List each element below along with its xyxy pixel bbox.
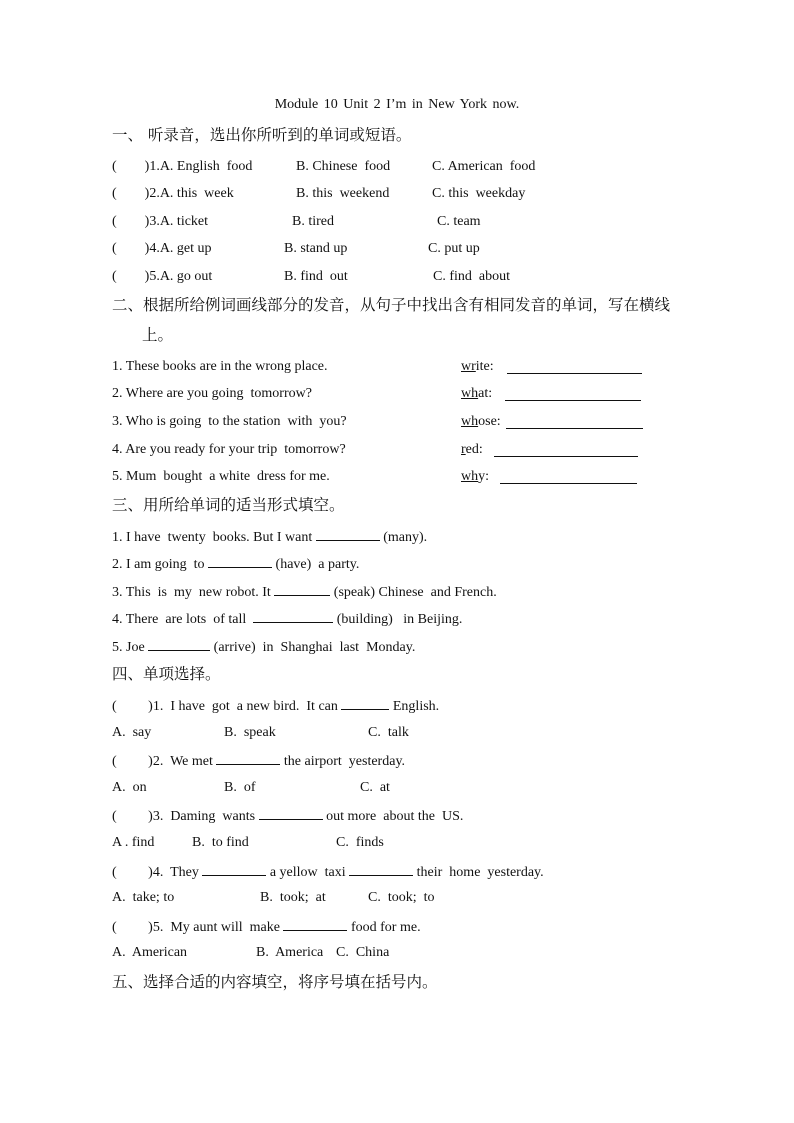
s2-example-1 [461, 357, 494, 377]
s4-q3-text-b: out more about the US. [322, 809, 464, 824]
s2-sentence-1: 1. These books are in the wrong place. [112, 359, 328, 374]
s2-example-3-rest: ose: [478, 414, 501, 429]
s2-answer-line-1[interactable] [507, 359, 642, 374]
s3-q3 [112, 581, 497, 603]
s2-sentence-3: 3. Who is going to the station with you? [112, 414, 347, 429]
s2-example-5 [461, 467, 489, 487]
s1-q4-c: C. put up [428, 241, 480, 256]
s2-answer-line-3[interactable] [506, 414, 643, 429]
s1-q4-a: ( )4.A. get up [112, 241, 212, 256]
s4-q2-option-c: C. at [360, 780, 390, 795]
s4-q5 [112, 916, 421, 938]
s4-q5-option-a: A. American [112, 945, 188, 960]
s1-q1-c: C. American food [432, 159, 536, 174]
section-4-heading: 四、单项选择。 [112, 665, 221, 683]
s4-q1-text-b: English. [389, 699, 440, 714]
s3-q2-blank[interactable] [208, 553, 272, 568]
s4-q1-text-a: ( )1. I have got a new bird. It can [112, 699, 342, 714]
s3-q1-text-a: 1. I have twenty books. But I want [112, 530, 316, 545]
s4-q3-option-a: A . find [112, 835, 155, 850]
s3-q1-blank[interactable] [316, 526, 380, 541]
s1-q5-a: ( )5.A. go out [112, 269, 213, 284]
s4-q4-blank-1[interactable] [202, 861, 266, 876]
s3-q3-text-b: (speak) Chinese and French. [330, 585, 497, 600]
s4-q2-blank[interactable] [216, 750, 280, 765]
s2-example-4-underlined: r [461, 442, 466, 457]
s4-q3-option-c: C. finds [336, 835, 384, 850]
s3-q4-text-b: (building) in Beijing. [333, 612, 463, 627]
s4-q3-option-b: B. to find [192, 835, 249, 850]
s2-example-2-underlined: wh [461, 386, 479, 401]
s3-q4-text-a: 4. There are lots of tall [112, 612, 254, 627]
s2-sentence-2: 2. Where are you going tomorrow? [112, 386, 312, 401]
s2-answer-line-4[interactable] [494, 442, 638, 457]
s1-q4-b: B. stand up [284, 241, 348, 256]
s3-q5-text-b: (arrive) in Shanghai last Monday. [210, 640, 416, 655]
s2-example-5-rest: y: [478, 469, 490, 484]
s2-example-3 [461, 412, 501, 432]
s3-q1 [112, 526, 427, 548]
section-2-heading-cont: 上。 [142, 326, 174, 344]
s1-q2-a: ( )2.A. this week [112, 186, 234, 201]
s4-q5-text-b: food for me. [347, 920, 421, 935]
s3-q3-blank[interactable] [274, 581, 330, 596]
section-5-heading: 五、选择合适的内容填空，将序号填在括号内。 [112, 973, 438, 991]
s2-example-2 [461, 384, 492, 404]
s1-q2-c: C. this weekday [432, 186, 526, 201]
s4-q1-option-c: C. talk [368, 725, 409, 740]
s1-q2-b: B. this weekend [296, 186, 390, 201]
s4-q1-blank[interactable] [341, 695, 389, 710]
s1-q3-c: C. team [437, 214, 481, 229]
s1-q1-a: ( )1.A. English food [112, 159, 253, 174]
s4-q2-option-b: B. of [224, 780, 256, 795]
s4-q4-blank-2[interactable] [349, 861, 413, 876]
s1-q3-b: B. tired [292, 214, 334, 229]
s4-q5-option-b: B. America [256, 945, 324, 960]
s3-q2 [112, 553, 359, 575]
s4-q1-option-a: A. say [112, 725, 152, 740]
page-title: Module 10 Unit 2 I’m in New York now. [274, 97, 520, 112]
s1-q5-b: B. find out [284, 269, 348, 284]
s2-answer-line-2[interactable] [505, 386, 641, 401]
section-3-heading: 三、用所给单词的适当形式填空。 [112, 496, 345, 514]
s2-example-4-rest: ed: [465, 442, 483, 457]
s4-q4-text-m: a yellow taxi [266, 865, 350, 880]
s3-q4-blank[interactable] [253, 608, 333, 623]
s2-example-2-rest: at: [478, 386, 493, 401]
s4-q3-text-a: ( )3. Daming wants [112, 809, 259, 824]
s4-q2-text-b: the airport yesterday. [280, 754, 406, 769]
s4-q2-option-a: A. on [112, 780, 147, 795]
s4-q1 [112, 695, 439, 717]
s2-sentence-5: 5. Mum bought a white dress for me. [112, 469, 330, 484]
s4-q4-option-a: A. take; to [112, 890, 175, 905]
s2-example-4 [461, 440, 483, 460]
s2-sentence-4: 4. Are you ready for your trip tomorrow? [112, 442, 346, 457]
s3-q2-text-b: (have) a party. [272, 557, 360, 572]
s2-example-1-underlined: wr [461, 359, 476, 374]
section-2-heading: 二、根据所给例词画线部分的发音，从句子中找出含有相同发音的单词，写在横线 [112, 296, 671, 314]
s3-q5 [112, 636, 415, 658]
s4-q4 [112, 861, 544, 883]
s4-q4-option-c: C. took; to [368, 890, 435, 905]
section-1-heading: 一、 听录音，选出你所听到的单词或短语。 [112, 126, 412, 144]
s4-q5-text-a: ( )5. My aunt will make [112, 920, 284, 935]
s2-example-5-underlined: wh [461, 469, 479, 484]
s3-q3-text-a: 3. This is my new robot. It [112, 585, 275, 600]
s2-example-1-rest: ite: [475, 359, 494, 374]
s4-q2-text-a: ( )2. We met [112, 754, 217, 769]
s3-q5-blank[interactable] [148, 636, 210, 651]
s4-q2 [112, 750, 405, 772]
s1-q1-b: B. Chinese food [296, 159, 391, 174]
s4-q3-blank[interactable] [259, 805, 323, 820]
s4-q1-option-b: B. speak [224, 725, 276, 740]
s4-q3 [112, 805, 463, 827]
s4-q4-text-b: their home yesterday. [413, 865, 544, 880]
s4-q4-text-a: ( )4. They [112, 865, 203, 880]
s1-q5-c: C. find about [433, 269, 510, 284]
s3-q1-text-b: (many). [379, 530, 428, 545]
s2-answer-line-5[interactable] [500, 469, 637, 484]
s1-q3-a: ( )3.A. ticket [112, 214, 209, 229]
s4-q5-option-c: C. China [336, 945, 390, 960]
s2-example-3-underlined: wh [461, 414, 479, 429]
s3-q5-text-a: 5. Joe [112, 640, 149, 655]
s4-q4-option-b: B. took; at [260, 890, 326, 905]
s3-q2-text-a: 2. I am going to [112, 557, 209, 572]
s4-q5-blank[interactable] [283, 916, 347, 931]
s3-q4 [112, 608, 462, 630]
